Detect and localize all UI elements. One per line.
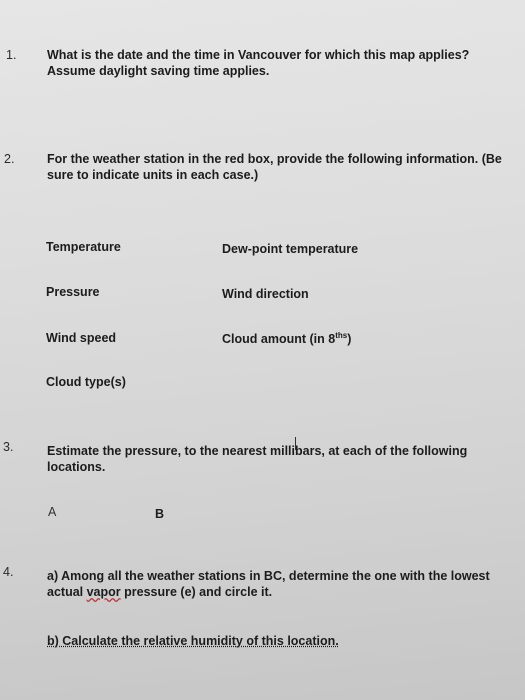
cloud-amount-prefix: Cloud amount (in 8 bbox=[222, 332, 336, 346]
cloud-type-label: Cloud type(s) bbox=[46, 375, 126, 389]
question-4a-line-1: a) Among all the weather stations in BC, determine the one with the lowest bbox=[47, 569, 490, 583]
question-4a-pre: actual bbox=[47, 585, 87, 599]
question-number-2: 2. bbox=[4, 152, 15, 166]
cloud-amount-label bbox=[222, 332, 351, 346]
question-number-3: 3. bbox=[3, 440, 14, 454]
spellcheck-word: vapor bbox=[86, 585, 121, 599]
temperature-label: Temperature bbox=[46, 240, 121, 254]
question-3-text-line-2: locations. bbox=[47, 460, 106, 474]
question-2-text: For the weather station in the red box, provide the following information. (Be sure to indicate units in each case.) bbox=[47, 152, 502, 182]
question-number-4: 4. bbox=[3, 565, 14, 579]
wind-direction-label: Wind direction bbox=[222, 287, 309, 301]
question-4b-text: b) Calculate the relative humidity of this location. bbox=[47, 634, 339, 648]
question-4a-line-2 bbox=[47, 584, 272, 600]
location-a-label: A bbox=[48, 505, 57, 519]
pressure-label: Pressure bbox=[46, 285, 100, 299]
dew-point-label: Dew-point temperature bbox=[222, 242, 359, 256]
location-b-label: B bbox=[155, 507, 165, 521]
question-number-1: 1. bbox=[6, 48, 17, 62]
cloud-amount-suffix: ) bbox=[347, 332, 352, 346]
cloud-amount-superscript: ths bbox=[335, 330, 348, 340]
question-1-text: What is the date and the time in Vancouver for which this map applies? Assume daylight saving time applies. bbox=[47, 48, 470, 78]
wind-speed-label: Wind speed bbox=[46, 331, 117, 345]
question-3-text-line-1: Estimate the pressure, to the nearest millibars, at each of the following bbox=[47, 444, 468, 458]
text-cursor-icon bbox=[295, 437, 302, 450]
question-4a-post: pressure (e) and circle it. bbox=[120, 585, 273, 599]
